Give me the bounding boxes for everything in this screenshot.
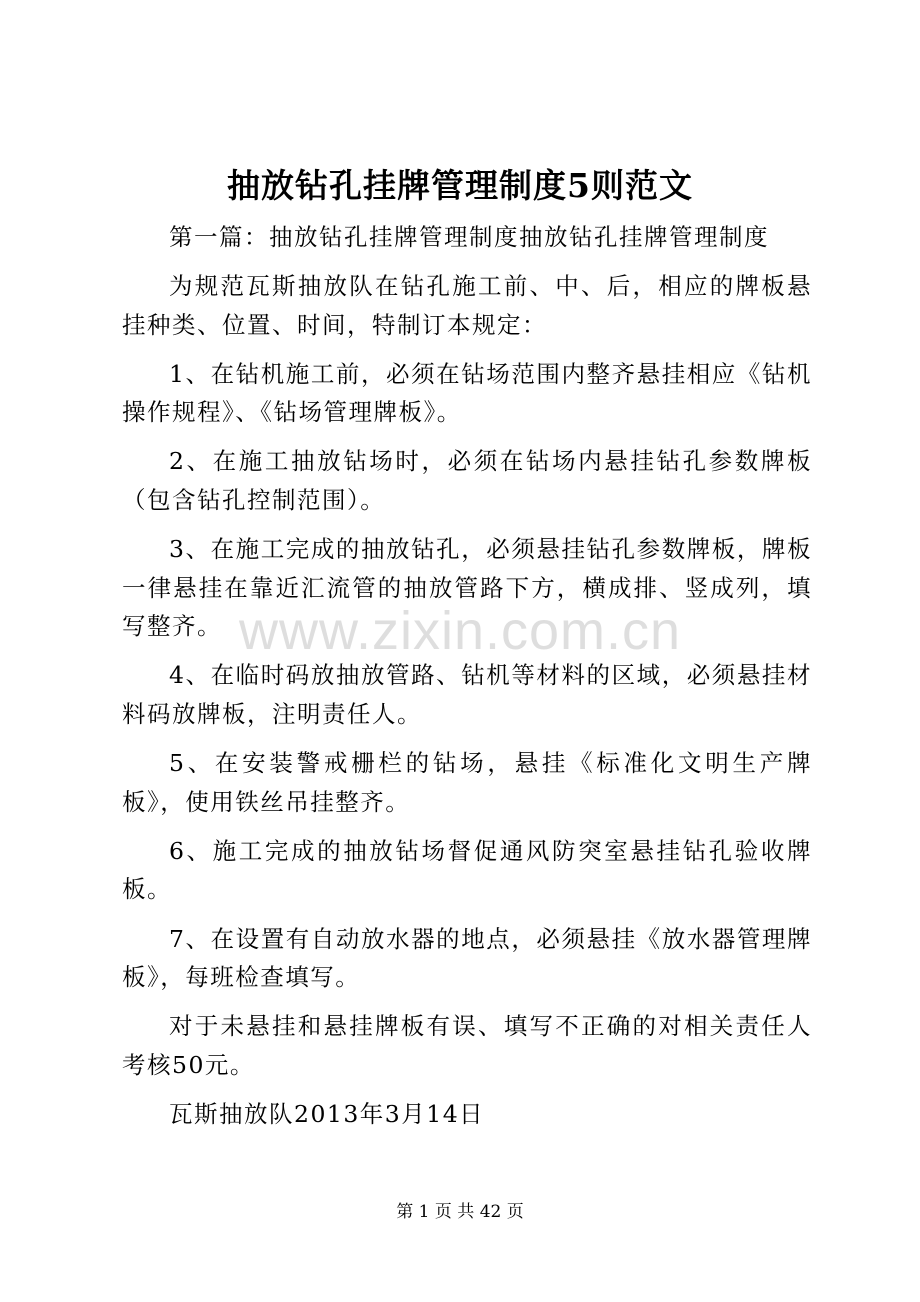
paragraph-intro: 为规范瓦斯抽放队在钻孔施工前、中、后，相应的牌板悬挂种类、位置、时间，特制订本规定： [122, 272, 812, 339]
paragraph-rule-6: 6、施工完成的抽放钻场督促通风防突室悬挂钻孔验收牌板。 [122, 836, 812, 904]
paragraph-rule-3: 3、在施工完成的抽放钻孔，必须悬挂钻孔参数牌板，牌板一律悬挂在靠近汇流管的抽放管路下方，横成排、竖成列，填写整齐。 [122, 535, 812, 641]
paragraph-rule-2: 2、在施工抽放钻场时，必须在钻场内悬挂钻孔参数牌板（包含钻孔控制范围）。 [122, 447, 812, 515]
paragraph-rule-7: 7、在设置有自动放水器的地点，必须悬挂《放水器管理牌板》，每班检查填写。 [122, 924, 812, 992]
paragraph-heading: 第一篇：抽放钻孔挂牌管理制度抽放钻孔挂牌管理制度 [169, 223, 769, 251]
document-body [122, 218, 812, 1144]
paragraph-penalty: 对于未悬挂和悬挂牌板有误、填写不正确的对相关责任人考核50元。 [122, 1012, 812, 1079]
document-title: 抽放钻孔挂牌管理制度5则范文 [227, 166, 693, 205]
page-footer: 第 1 页 共 42 页 [396, 1202, 524, 1222]
paragraph-signature: 瓦斯抽放队2013年3月14日 [169, 1099, 485, 1128]
watermark: www.zixin.com.cn [238, 601, 682, 661]
paragraph-rule-1: 1、在钻机施工前，必须在钻场范围内整齐悬挂相应《钻机操作规程》、《钻场管理牌板》。 [122, 359, 812, 427]
paragraph-rule-5: 5、在安装警戒栅栏的钻场，悬挂《标准化文明生产牌板》，使用铁丝吊挂整齐。 [122, 749, 812, 816]
paragraph-rule-4: 4、在临时码放抽放管路、钻机等材料的区域，必须悬挂材料码放牌板，注明责任人。 [122, 661, 812, 729]
